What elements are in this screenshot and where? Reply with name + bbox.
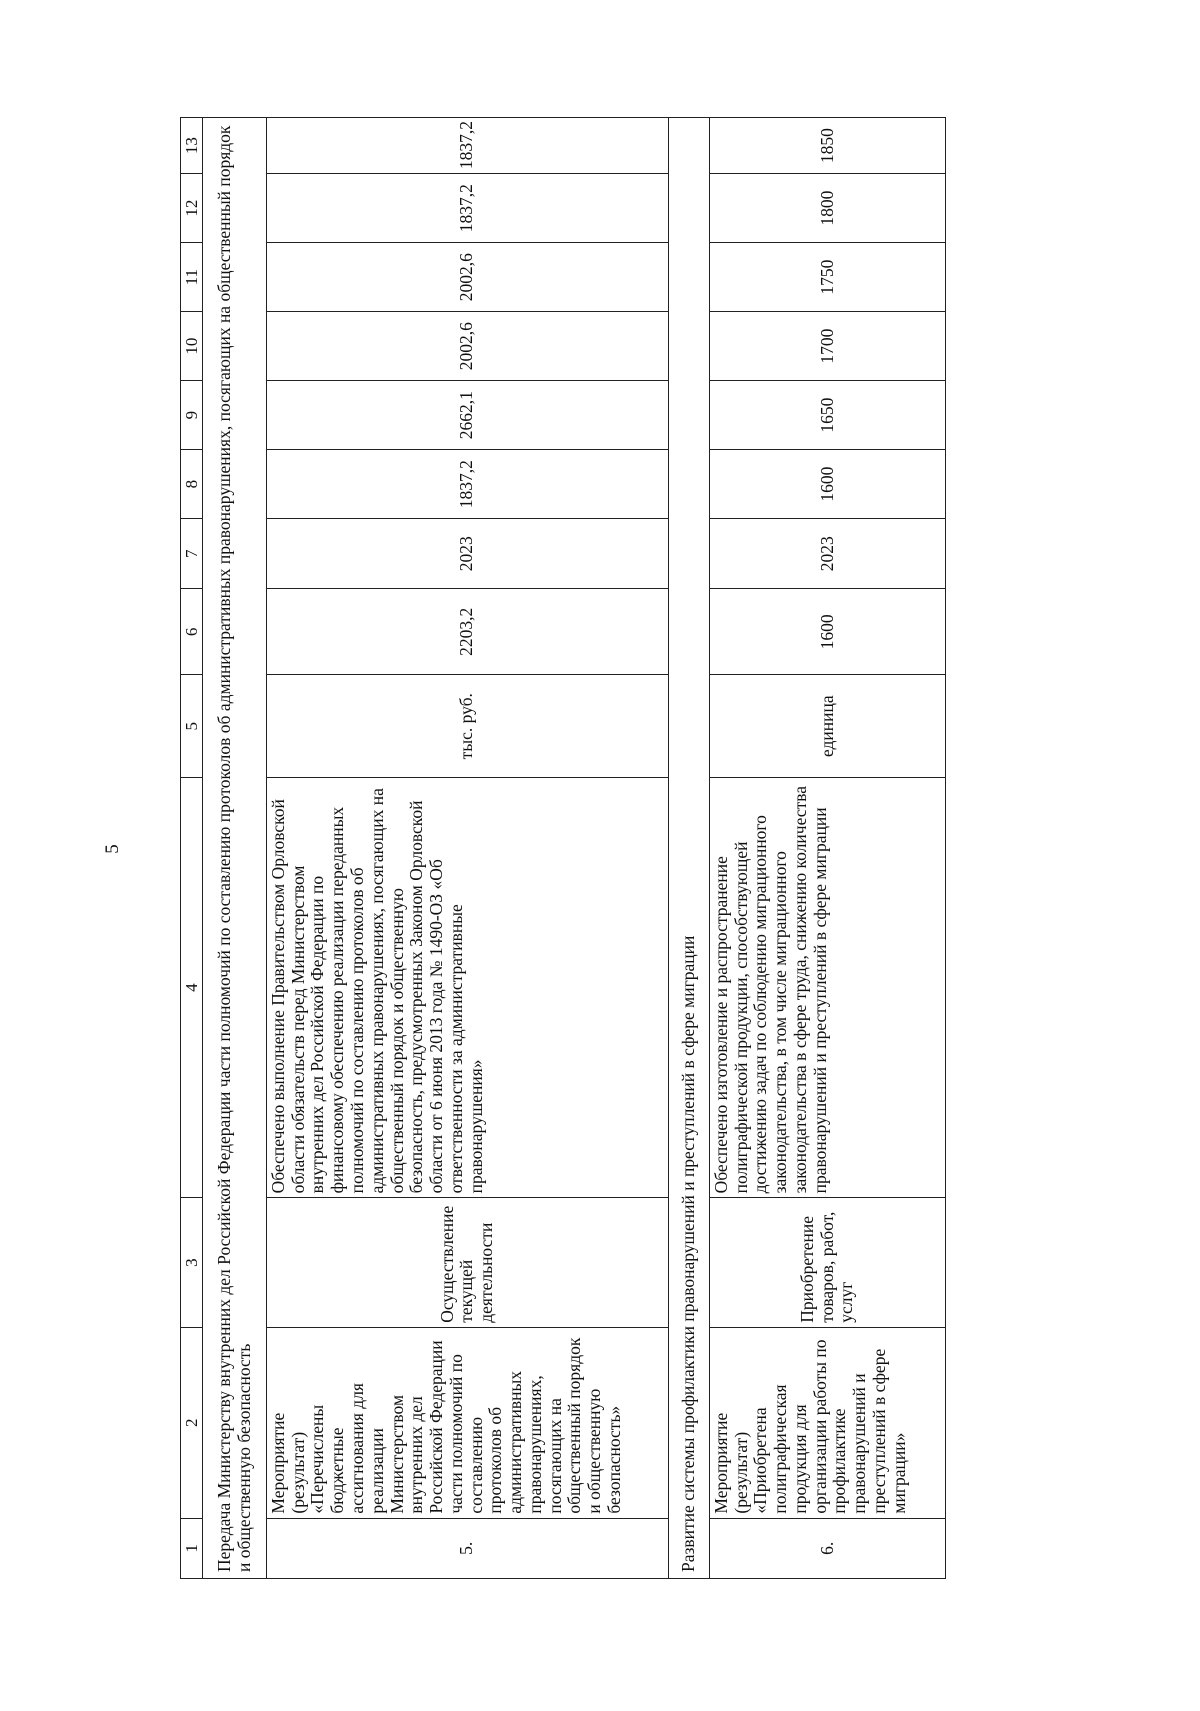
value-col-9: 2662,1 bbox=[266, 381, 668, 450]
value-col-13: 1850 bbox=[709, 118, 945, 174]
section-header-row bbox=[668, 118, 709, 1579]
measure-description: Обеспечено изготовление и распространение полиграфической продукции, способствующей достижению задач по соблюдению миграционного законодательства, в том числе миграционного законодательства в сфере труда, снижению количества правонарушений и преступлений в сфере миграции bbox=[709, 777, 945, 1198]
column-number: 9 bbox=[181, 381, 203, 450]
value-col-8: 1600 bbox=[709, 450, 945, 519]
column-number: 3 bbox=[181, 1198, 203, 1327]
column-number: 2 bbox=[181, 1327, 203, 1518]
page-number: 5 bbox=[101, 844, 123, 854]
section-title: Передача Министерству внутренних дел Российской Федерации части полномочий по составлению протоколов об административных правонарушениях, посягающих на общественный порядок и общественную безопасность bbox=[203, 118, 266, 1579]
column-number: 12 bbox=[181, 174, 203, 243]
column-number: 1 bbox=[181, 1518, 203, 1578]
measure-name: Мероприятие (результат) «Перечислены бюджетные ассигнования для реализации Министерством внутренних дел Российской Федерации части полномочий по составлению протоколов об административных правонарушениях, посягающих на общественный порядок и общественную безопасность» bbox=[266, 1327, 668, 1518]
rotated-table-wrapper bbox=[180, 117, 946, 1579]
column-number: 11 bbox=[181, 243, 203, 312]
row-number: 6. bbox=[709, 1518, 945, 1578]
value-col-11: 2002,6 bbox=[266, 243, 668, 312]
measures-table bbox=[180, 117, 946, 1579]
value-col-10: 1700 bbox=[709, 312, 945, 381]
row-number: 5. bbox=[266, 1518, 668, 1578]
column-number: 8 bbox=[181, 450, 203, 519]
column-number: 5 bbox=[181, 675, 203, 777]
table-row bbox=[709, 118, 945, 1579]
measure-name: Мероприятие (результат) «Приобретена полиграфическая продукция для организации работы по профилактике правонарушений и преступлений в сфере миграции» bbox=[709, 1327, 945, 1518]
base-value: 2203,2 bbox=[266, 589, 668, 675]
column-number: 13 bbox=[181, 118, 203, 174]
table-row bbox=[266, 118, 668, 1579]
unit: тыс. руб. bbox=[266, 675, 668, 777]
unit: единица bbox=[709, 675, 945, 777]
value-col-10: 2002,6 bbox=[266, 312, 668, 381]
value-col-11: 1750 bbox=[709, 243, 945, 312]
measure-description: Обеспечено выполнение Правительством Орловской области обязательств перед Министерством внутренних дел Российской Федерации по финансовому обеспечению реализации переданных полномочий по составлению протоколов об административных правонарушениях, посягающих на общественный порядок и общественную безопасность, предусмотренных Законом Орловской области от 6 июня 2013 года № 1490-ОЗ «Об ответственности за административные правонарушения» bbox=[266, 777, 668, 1198]
column-number: 10 bbox=[181, 312, 203, 381]
section-header-row bbox=[203, 118, 266, 1579]
base-value: 1600 bbox=[709, 589, 945, 675]
value-col-8: 1837,2 bbox=[266, 450, 668, 519]
column-number: 4 bbox=[181, 777, 203, 1198]
column-number: 7 bbox=[181, 519, 203, 589]
base-year: 2023 bbox=[709, 519, 945, 589]
column-number: 6 bbox=[181, 589, 203, 675]
value-col-13: 1837,2 bbox=[266, 118, 668, 174]
measure-type: Осуществление текущей деятельности bbox=[266, 1198, 668, 1327]
value-col-12: 1837,2 bbox=[266, 174, 668, 243]
measure-type: Приобретение товаров, работ, услуг bbox=[709, 1198, 945, 1327]
column-number-row bbox=[181, 118, 203, 1579]
base-year: 2023 bbox=[266, 519, 668, 589]
section-title: Развитие системы профилактики правонарушений и преступлений в сфере миграции bbox=[668, 118, 709, 1579]
value-col-12: 1800 bbox=[709, 174, 945, 243]
value-col-9: 1650 bbox=[709, 381, 945, 450]
